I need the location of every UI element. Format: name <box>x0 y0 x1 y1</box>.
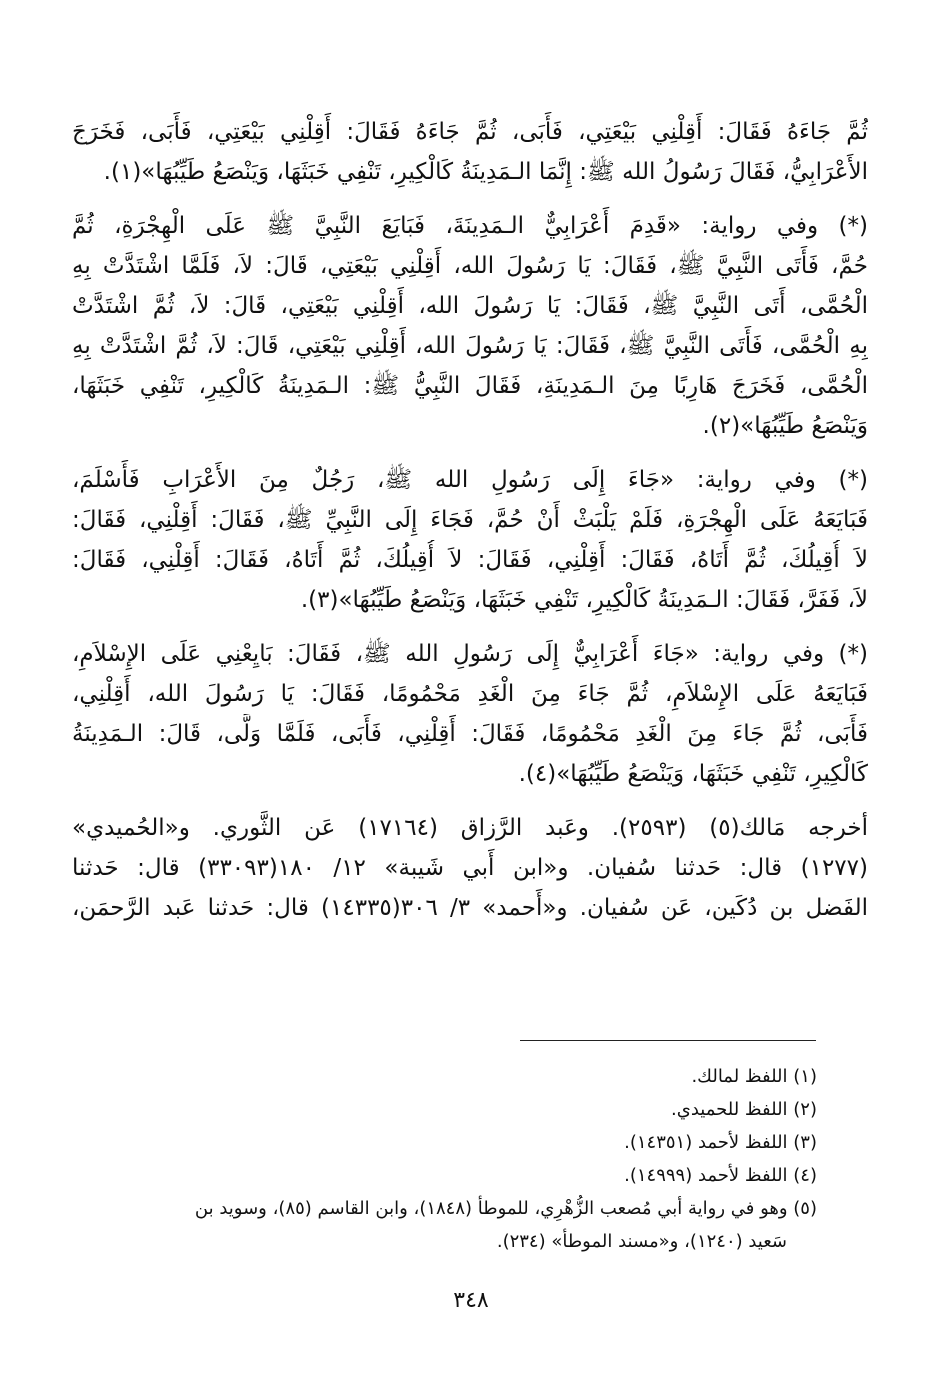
footnote-continuation: سَعيد (١٢٤٠)، و«مسند الموطأ» (٢٣٤). <box>496 1231 787 1252</box>
footnote: (١) اللفظ لمالك. <box>691 1066 817 1087</box>
page-number: ٣٤٨ <box>453 1288 489 1313</box>
text-line: فَبَايَعَهُ عَلَى الإِسْلاَمِ، ثُمَّ جَاءَ مِنَ الْغَدِ مَحْمُومًا، فَقَالَ: يَا رَسُولَ الله، أَقِلْنِي، <box>72 681 868 707</box>
text-line: بِهِ الْحُمَّى، فَأَتَى النَّبِيَّ ﷺ، فَقَالَ: يَا رَسُولَ الله، أَقِلْنِي بَيْعَتِي، قَالَ: لاَ، ثُمَّ اشْتَدَّتْ بِهِ <box>72 333 868 359</box>
paragraph-3 <box>72 460 868 620</box>
text-line: كَالْكِيرِ، تَنْفِي خَبَثَهَا، وَيَنْصَعُ طَيِّبُهَا»(٤). <box>518 761 868 787</box>
text-line: وَيَنْصَعُ طَيِّبُهَا»(٢). <box>702 413 868 439</box>
text-line: (*) وفي رواية: «جَاءَ إِلَى رَسُولِ الله ﷺ، رَجُلٌ مِنَ الأَعْرَابِ فَأَسْلَمَ، <box>72 467 868 493</box>
text-line: الفَضل بن دُكَين، عَن سُفيان. و«أَحمد» ٣/ ٣٠٦(١٤٣٣٥) قال: حَدثنا عَبد الرَّحمَن، <box>72 895 868 921</box>
text-line: الْحُمَّى، أَتَى النَّبِيَّ ﷺ، فَقَالَ: يَا رَسُولَ الله، أَقِلْنِي بَيْعَتِي، قَالَ: لاَ، ثُمَّ اشْتَدَّتْ <box>72 293 868 319</box>
text-line: ثُمَّ جَاءَهُ فَقَالَ: أَقِلْنِي بَيْعَتِي، فَأَبَى، ثُمَّ جَاءَهُ فَقَالَ: أَقِلْنِي بَيْعَتِي، فَأَبَى، فَخَرَجَ <box>72 119 868 145</box>
text-line: فَأَبَى، ثُمَّ جَاءَ مِنَ الْغَدِ مَحْمُومًا، فَقَالَ: أَقِلْنِي، فَأَبَى، فَلَمَّا وَلَّى، قَالَ: الـمَدِينَةُ <box>72 721 868 747</box>
paragraph-4 <box>72 634 868 794</box>
footnote: (٣) اللفظ لأحمد (١٤٣٥١). <box>624 1132 817 1153</box>
footnote: (٢) اللفظ للحميدي. <box>671 1099 817 1120</box>
text-line: لاَ، فَفَرَّ، فَقَالَ: الـمَدِينَةُ كَالْكِيرِ، تَنْفِي خَبَثَهَا، وَيَنْصَعُ طَيِّبُهَا»(٣). <box>300 587 868 613</box>
paragraph-5 <box>72 808 868 928</box>
paragraph-2 <box>72 206 868 446</box>
main-text <box>72 112 868 928</box>
text-line: لاَ أُقِيلُكَ، ثُمَّ أَتَاهُ، فَقَالَ: أَقِلْنِي، فَقَالَ: لاَ أُقِيلُكَ، ثُمَّ أَتَاهُ، فَقَالَ: أَقِلْنِي، فَقَالَ: <box>72 547 868 573</box>
text-line: أخرجه مَالك(٥) (٢٥٩٣). وعَبد الرَّزاق (١٧١٦٤) عَن الثَّوري. و«الحُميدي» <box>72 815 868 841</box>
footnotes <box>72 1060 817 1258</box>
footnote-divider <box>520 1040 816 1041</box>
text-line: (*) وفي رواية: «قَدِمَ أَعْرَابِيٌّ الـمَدِينَةَ، فَبَايَعَ النَّبِيَّ ﷺ عَلَى الْهِجْرَةِ، ثُمَّ <box>72 213 868 239</box>
text-line: (*) وفي رواية: «جَاءَ أَعْرَابِيٌّ إِلَى رَسُولِ الله ﷺ، فَقَالَ: بَايِعْنِي عَلَى الإِسْلاَمِ، <box>72 641 868 667</box>
text-line: (١٢٧٧) قال: حَدثنا سُفيان. و«ابن أَبي شَيبة» ١٢/ ١٨٠(٣٣٠٩٣) قال: حَدثنا <box>72 855 868 881</box>
text-line: حُمَّ، فَأَتَى النَّبِيَّ ﷺ، فَقَالَ: يَا رَسُولَ الله، أَقِلْنِي بَيْعَتِي، قَالَ: لاَ، فَلَمَّا اشْتَدَّتْ بِهِ <box>72 253 868 279</box>
footnote: (٤) اللفظ لأحمد (١٤٩٩٩). <box>624 1165 817 1186</box>
text-line: الأَعْرَابِيُّ، فَقَالَ رَسُولُ الله ﷺ: إِنَّمَا الـمَدِينَةُ كَالْكِيرِ، تَنْفِي خَبَثَهَا، وَيَنْصَعُ طَيِّبُهَا»(١). <box>103 159 868 185</box>
footnote: (٥) وهو في رواية أبي مُصعب الزُّهْرِي، للموطأ (١٨٤٨)، وابن القاسم (٨٥)، وسويد بن <box>194 1198 817 1219</box>
text-line: فَبَايَعَهُ عَلَى الْهِجْرَةِ، فَلَمْ يَلْبَثْ أَنْ حُمَّ، فَجَاءَ إِلَى النَّبِيِّ ﷺ، فَقَالَ: أَقِلْنِي، فَقَالَ: <box>72 507 868 533</box>
paragraph-1 <box>72 112 868 192</box>
text-line: الْحُمَّى، فَخَرَجَ هَارِبًا مِنَ الـمَدِينَةِ، فَقَالَ النَّبِيُّ ﷺ: الـمَدِينَةُ كَالْكِيرِ، تَنْفِي خَبَثَهَا، <box>72 373 868 399</box>
